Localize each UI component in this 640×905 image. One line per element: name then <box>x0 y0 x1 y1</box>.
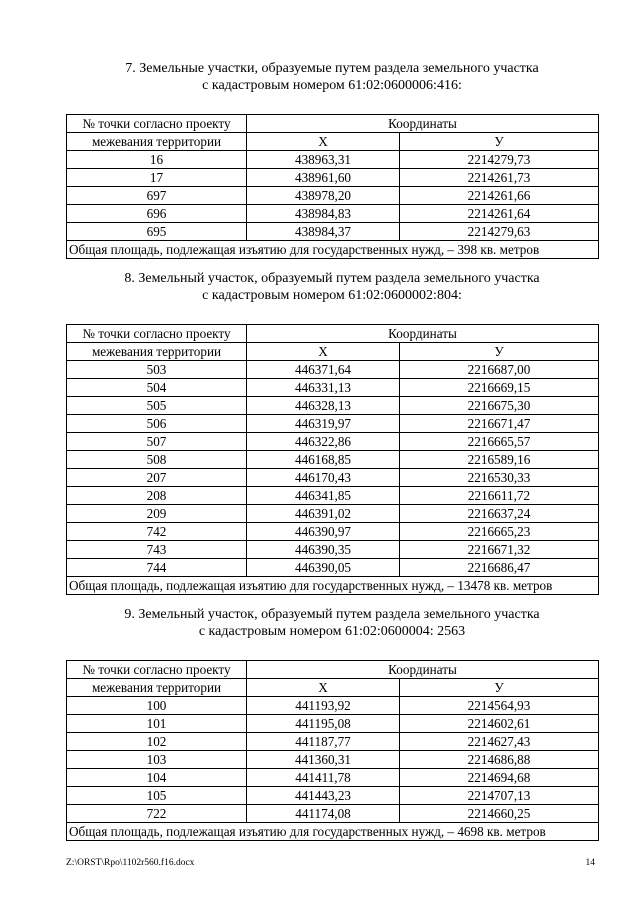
header-point-number: № точки согласно проекту <box>67 661 247 679</box>
header-coordinates: Координаты <box>247 325 599 343</box>
point-number: 505 <box>67 397 247 415</box>
point-number: 16 <box>67 151 247 169</box>
point-number: 17 <box>67 169 247 187</box>
coord-x: 446168,85 <box>247 451 400 469</box>
coord-x: 446341,85 <box>247 487 400 505</box>
point-number: 105 <box>67 787 247 805</box>
coord-x: 446390,35 <box>247 541 400 559</box>
coord-x: 441360,31 <box>247 751 400 769</box>
coord-y: 2214261,66 <box>400 187 599 205</box>
point-number: 507 <box>67 433 247 451</box>
coord-x: 438963,31 <box>247 151 400 169</box>
header-y: У <box>400 343 599 361</box>
section-heading: 7. Земельные участки, образуемые путем раздела земельного участка <box>125 61 539 76</box>
point-number: 209 <box>67 505 247 523</box>
coord-x: 446390,05 <box>247 559 400 577</box>
total-row <box>67 823 599 841</box>
point-number: 695 <box>67 223 247 241</box>
coord-y: 2214694,68 <box>400 769 599 787</box>
coord-y: 2216671,32 <box>400 541 599 559</box>
point-number: 508 <box>67 451 247 469</box>
coord-y: 2214707,13 <box>400 787 599 805</box>
point-number: 100 <box>67 697 247 715</box>
total-area: Общая площадь, подлежащая изъятию для государственных нужд, – 13478 кв. метров <box>67 577 599 595</box>
point-number: 102 <box>67 733 247 751</box>
section-7 <box>66 60 598 259</box>
table-row <box>67 805 599 823</box>
coord-x: 441174,08 <box>247 805 400 823</box>
coord-y: 2216665,57 <box>400 433 599 451</box>
table-header-row <box>67 661 599 679</box>
header-coordinates: Координаты <box>247 661 599 679</box>
point-number: 101 <box>67 715 247 733</box>
coord-x: 438984,37 <box>247 223 400 241</box>
header-point-number-cont: межевания территории <box>67 343 247 361</box>
total-row <box>67 577 599 595</box>
coord-x: 441411,78 <box>247 769 400 787</box>
coord-y: 2216611,72 <box>400 487 599 505</box>
cadastral-number: с кадастровым номером 61:02:0600002:804: <box>202 288 462 303</box>
coord-y: 2214602,61 <box>400 715 599 733</box>
coord-x: 441187,77 <box>247 733 400 751</box>
coord-y: 2214564,93 <box>400 697 599 715</box>
header-y: У <box>400 133 599 151</box>
coord-y: 2214660,25 <box>400 805 599 823</box>
coord-y: 2214279,73 <box>400 151 599 169</box>
table-row <box>67 169 599 187</box>
table-row <box>67 205 599 223</box>
table-row <box>67 487 599 505</box>
table-header-row <box>67 115 599 133</box>
footer-page-number: 14 <box>585 858 595 868</box>
table-row <box>67 187 599 205</box>
coord-x: 446390,97 <box>247 523 400 541</box>
total-row <box>67 241 599 259</box>
table-row <box>67 733 599 751</box>
point-number: 696 <box>67 205 247 223</box>
coord-y: 2216687,00 <box>400 361 599 379</box>
point-number: 743 <box>67 541 247 559</box>
coord-y: 2216675,30 <box>400 397 599 415</box>
section-8 <box>66 270 598 595</box>
header-y: У <box>400 679 599 697</box>
coord-y: 2216671,47 <box>400 415 599 433</box>
point-number: 697 <box>67 187 247 205</box>
point-number: 744 <box>67 559 247 577</box>
coord-x: 441443,23 <box>247 787 400 805</box>
table-row <box>67 451 599 469</box>
table-row <box>67 751 599 769</box>
total-area: Общая площадь, подлежащая изъятию для государственных нужд, – 4698 кв. метров <box>67 823 599 841</box>
table-row <box>67 541 599 559</box>
header-x: Х <box>247 679 400 697</box>
table-header-row <box>67 679 599 697</box>
coord-y: 2216637,24 <box>400 505 599 523</box>
point-number: 208 <box>67 487 247 505</box>
table-row <box>67 361 599 379</box>
coord-x: 446331,13 <box>247 379 400 397</box>
point-number: 504 <box>67 379 247 397</box>
table-header-row <box>67 325 599 343</box>
table-row <box>67 505 599 523</box>
section-heading: 8. Земельный участок, образуемый путем раздела земельного участка <box>124 271 540 286</box>
table-row <box>67 559 599 577</box>
point-number: 104 <box>67 769 247 787</box>
header-point-number-cont: межевания территории <box>67 679 247 697</box>
coord-y: 2214261,73 <box>400 169 599 187</box>
point-number: 207 <box>67 469 247 487</box>
table-header-row <box>67 343 599 361</box>
coord-y: 2214261,64 <box>400 205 599 223</box>
coord-y: 2216589,16 <box>400 451 599 469</box>
point-number: 503 <box>67 361 247 379</box>
header-point-number-cont: межевания территории <box>67 133 247 151</box>
table-row <box>67 715 599 733</box>
point-number: 742 <box>67 523 247 541</box>
header-point-number: № точки согласно проекту <box>67 115 247 133</box>
coord-x: 438984,83 <box>247 205 400 223</box>
coord-x: 438978,20 <box>247 187 400 205</box>
coord-x: 446371,64 <box>247 361 400 379</box>
coord-y: 2216665,23 <box>400 523 599 541</box>
table-row <box>67 433 599 451</box>
header-x: Х <box>247 133 400 151</box>
coord-y: 2214627,43 <box>400 733 599 751</box>
coord-x: 446391,02 <box>247 505 400 523</box>
table-row <box>67 523 599 541</box>
coord-y: 2214686,88 <box>400 751 599 769</box>
coord-y: 2216530,33 <box>400 469 599 487</box>
coord-x: 441193,92 <box>247 697 400 715</box>
coordinates-table <box>66 660 599 841</box>
table-row <box>67 697 599 715</box>
point-number: 103 <box>67 751 247 769</box>
total-area: Общая площадь, подлежащая изъятию для государственных нужд, – 398 кв. метров <box>67 241 599 259</box>
section-heading: 9. Земельный участок, образуемый путем раздела земельного участка <box>124 607 540 622</box>
coord-x: 446319,97 <box>247 415 400 433</box>
table-row <box>67 469 599 487</box>
table-header-row <box>67 133 599 151</box>
coord-x: 446322,86 <box>247 433 400 451</box>
coord-x: 446328,13 <box>247 397 400 415</box>
table-row <box>67 379 599 397</box>
coord-x: 438961,60 <box>247 169 400 187</box>
table-row <box>67 151 599 169</box>
coord-y: 2216686,47 <box>400 559 599 577</box>
coord-y: 2216669,15 <box>400 379 599 397</box>
point-number: 506 <box>67 415 247 433</box>
cadastral-number: с кадастровым номером 61:02:0600004: 2563 <box>198 624 466 639</box>
coord-x: 446170,43 <box>247 469 400 487</box>
section-9 <box>66 606 598 841</box>
header-point-number: № точки согласно проекту <box>67 325 247 343</box>
table-row <box>67 223 599 241</box>
point-number: 722 <box>67 805 247 823</box>
coordinates-table <box>66 324 599 595</box>
cadastral-number: с кадастровым номером 61:02:0600006:416: <box>202 78 462 93</box>
coord-x: 441195,08 <box>247 715 400 733</box>
table-row <box>67 415 599 433</box>
coord-y: 2214279,63 <box>400 223 599 241</box>
footer-file-path: Z:\ORST\Rpo\1102r560.f16.docx <box>66 858 195 868</box>
header-coordinates: Координаты <box>247 115 599 133</box>
header-x: Х <box>247 343 400 361</box>
table-row <box>67 397 599 415</box>
table-row <box>67 787 599 805</box>
table-row <box>67 769 599 787</box>
coordinates-table <box>66 114 599 259</box>
